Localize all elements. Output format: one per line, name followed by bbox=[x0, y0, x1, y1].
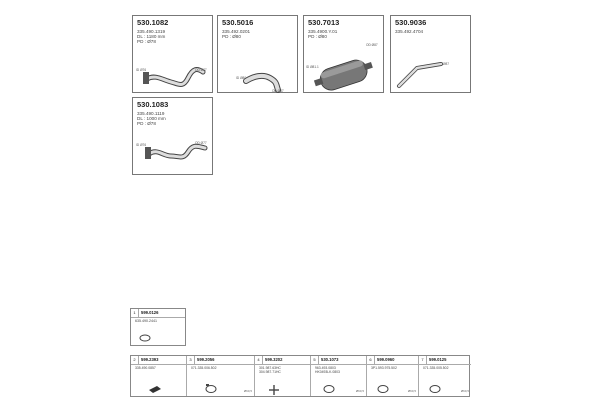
bracket-drawing bbox=[131, 356, 187, 398]
part-diameter: PD : Ø80 bbox=[308, 34, 327, 39]
accessory-cell-2[interactable] bbox=[131, 356, 187, 396]
part-diameter: PD : Ø80 bbox=[222, 34, 241, 39]
accessory-ref: 635.490.2441 bbox=[135, 319, 157, 323]
accessory-index: 7 bbox=[419, 356, 427, 364]
part-ref: 335.492.0201 bbox=[222, 29, 251, 34]
label-id: ID Ø81.1 bbox=[306, 65, 319, 69]
clamp-drawing bbox=[419, 356, 471, 398]
part-card-530-7013[interactable] bbox=[303, 15, 384, 93]
accessory-index: 2 bbox=[131, 356, 139, 364]
label-id: ID Ø76 bbox=[136, 143, 147, 147]
part-number: 530.5016 bbox=[222, 18, 254, 27]
accessory-ref: 335.490.0857 bbox=[135, 366, 156, 370]
accessory-index: 4 bbox=[255, 356, 263, 364]
exhaust-elbow-drawing bbox=[218, 16, 299, 94]
part-length: DL : 1180 mm bbox=[137, 34, 166, 39]
accessories-strip bbox=[130, 355, 470, 397]
exhaust-pipe-drawing bbox=[133, 98, 214, 176]
label-od: OD Ø77 bbox=[195, 141, 207, 145]
accessory-note: Ø60,5 bbox=[355, 389, 364, 393]
label-id: ID Ø80 bbox=[236, 76, 247, 80]
flange-shape bbox=[145, 147, 151, 159]
accessory-number: 599.3202 bbox=[265, 357, 283, 362]
label-od: OD Ø77 bbox=[195, 68, 207, 72]
accessory-note: Ø60,5 bbox=[243, 389, 252, 393]
part-diameter: PD : Ø78 bbox=[137, 121, 156, 126]
part-ref: 335.492.4704 bbox=[395, 29, 424, 34]
accessory-number: 599.2393 bbox=[141, 357, 159, 362]
accessory-card-1[interactable] bbox=[130, 308, 186, 346]
part-diameter: PD : Ø78 bbox=[137, 39, 156, 44]
part-number: 530.7013 bbox=[308, 18, 340, 27]
accessory-ref-2: HK0493LK.0803 bbox=[315, 370, 340, 374]
part-length: DL : 1000 mm bbox=[137, 116, 166, 121]
label-od: OD Ø87 bbox=[366, 43, 378, 47]
label-od: OD Ø87 bbox=[272, 89, 284, 93]
accessory-cell-6[interactable] bbox=[367, 356, 419, 396]
part-number: 530.9036 bbox=[395, 18, 427, 27]
label-diameter: Ø87 bbox=[443, 62, 450, 66]
part-ref: 335.490.1319 bbox=[137, 29, 166, 34]
accessory-ref: 071.335.006.502 bbox=[191, 366, 217, 370]
accessory-note: Ø60,5 bbox=[407, 389, 416, 393]
accessory-ref: 071.335.005.502 bbox=[423, 366, 449, 370]
accessory-index: 3 bbox=[187, 356, 195, 364]
part-card-530-9036[interactable] bbox=[390, 15, 471, 93]
accessory-note: Ø60,5 bbox=[460, 389, 469, 393]
accessory-number: 599.2056 bbox=[197, 357, 215, 362]
part-ref: 335.490.1119 bbox=[137, 111, 165, 116]
flange-shape bbox=[143, 72, 149, 84]
muffler-drawing bbox=[304, 16, 385, 94]
accessory-index: 6 bbox=[367, 356, 375, 364]
accessory-cell-4[interactable] bbox=[255, 356, 311, 396]
part-card-530-1083[interactable] bbox=[132, 97, 213, 175]
part-card-530-5016[interactable] bbox=[217, 15, 298, 93]
clamp-drawing bbox=[311, 356, 367, 398]
accessory-cell-3[interactable] bbox=[187, 356, 255, 396]
accessory-ref: 3P1.593.975.502 bbox=[371, 366, 397, 370]
part-number: 530.1082 bbox=[137, 18, 169, 27]
hanger-drawing bbox=[255, 356, 311, 398]
accessory-ref-2: 304.987.71HC bbox=[259, 370, 281, 374]
label-id: ID Ø76 bbox=[136, 68, 147, 72]
part-number: 530.1083 bbox=[137, 100, 169, 109]
accessory-number: 599.0960 bbox=[377, 357, 395, 362]
accessory-cell-7[interactable] bbox=[419, 356, 471, 396]
clamp-drawing bbox=[367, 356, 419, 398]
accessory-header bbox=[131, 309, 185, 318]
accessory-index: 5 bbox=[311, 356, 319, 364]
accessory-number: 530.1073 bbox=[321, 357, 339, 362]
tail-pipe-drawing bbox=[391, 16, 472, 94]
accessory-index: 1 bbox=[131, 309, 139, 317]
part-card-530-1082[interactable] bbox=[132, 15, 213, 93]
exhaust-pipe-drawing bbox=[133, 16, 214, 94]
accessory-cell-5[interactable] bbox=[311, 356, 367, 396]
accessory-number: 599.0126 bbox=[141, 310, 159, 315]
clamp-drawing bbox=[187, 356, 255, 398]
accessory-ref: 301.987.63HC bbox=[259, 366, 281, 370]
accessory-ref: 963.493.0803 bbox=[315, 366, 336, 370]
part-ref: 335.4900.Y.01 bbox=[308, 29, 338, 34]
accessory-number: 599.0125 bbox=[429, 357, 447, 362]
